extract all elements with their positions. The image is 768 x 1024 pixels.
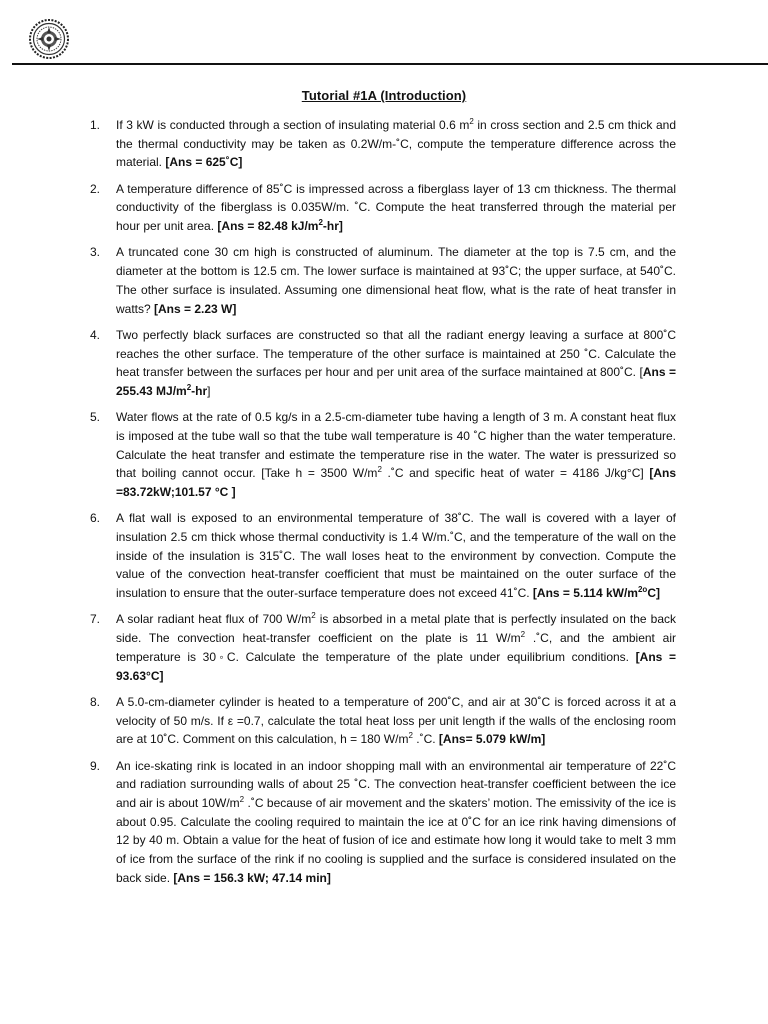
page-title: Tutorial #1A (Introduction) <box>301 88 467 103</box>
answer-text: [Ans = 93.63°C] <box>116 649 676 683</box>
superscript: 2 <box>469 117 474 126</box>
problem-text: .˚C and specific heat of water = 4186 J/kg°C] <box>381 466 650 481</box>
answer-text: [Ans = 82.48 kJ/m <box>217 219 319 234</box>
superscript: 2 <box>408 731 413 741</box>
problem-number: 6. <box>90 511 101 526</box>
answer-text: -hr <box>191 383 208 398</box>
problem-item <box>90 610 676 685</box>
superscript: 2 <box>520 630 526 640</box>
problem-text: A temperature difference of 85˚C is impressed across a fiberglass layer of 13 cm thickness. The thermal conductivity of the fiberglass is 0.035W/m. ˚C. Compute the heat transferred through the material per hour per unit area. <box>116 181 676 234</box>
problem-number: 4. <box>90 327 101 342</box>
problem-text: Water flows at the rate of 0.5 kg/s in a 2.5-cm-diameter tube having a length of 3 m. A constant heat flux is imposed at the tube wall so that the tube wall temperature is 40 ˚C higher than the water temperature. Calculate the heat transfer and estimate the temperature rise in the water. The water is pressurized so that boiling cannot occur. [Take h = 3500 W/m <box>116 410 676 481</box>
problem-text: A 5.0-cm-diameter cylinder is heated to a temperature of 200˚C, and air at 30˚C is forced across it at a velocity of 50 m/s. If ε =0.7, calculate the total heat loss per unit length if the walls of the enclosing room are at 10˚C. Comment on this calculation, h = 180 W/m <box>116 694 676 747</box>
answer-text: C] <box>647 586 660 601</box>
superscript: 2 <box>239 794 245 804</box>
problem-item <box>90 509 676 603</box>
problem-text: A flat wall is exposed to an environmental temperature of 38˚C. The wall is covered with a layer of insulation 2.5 cm thick whose thermal conductivity is 1.4 W/m.˚C, and the temperature of the wall on the inside of the insulation is 315˚C. The wall loses heat to the environment by convection. Compute the value of the convection heat-transfer coefficient that must be maintained on the outer surface of the insulation to ensure that the outer-surface temperature does not exceed 41˚C. <box>116 511 676 601</box>
problem-item <box>90 757 676 888</box>
problem-item <box>90 116 676 172</box>
problem-item <box>90 693 676 749</box>
answer-text: [Ans = 156.3 kW; 47.14 min] <box>173 870 331 885</box>
problem-item <box>90 180 676 236</box>
answer-text: Ans = 255.43 MJ/m <box>116 365 676 398</box>
problem-number: 2. <box>90 181 101 196</box>
superscript: 2 <box>186 382 192 392</box>
problem-text: in cross section and 2.5 cm thick and the thermal conductivity may be taken as 0.2W/m-˚C, compute the temperature difference across the material. <box>116 118 676 170</box>
problem-number: 7. <box>90 612 101 627</box>
answer-text: [Ans =83.72kW;101.57 °C ] <box>116 466 677 500</box>
problem-number: 9. <box>90 758 101 773</box>
problem-text: If 3 kW is conducted through a section of insulating material 0.6 m <box>116 118 470 132</box>
superscript: 2 <box>311 611 316 621</box>
problem-number: 5. <box>90 410 101 425</box>
answer-text <box>638 586 647 600</box>
problem-item <box>90 243 676 318</box>
problem-number: 8. <box>90 694 101 709</box>
superscript: 2 <box>318 218 323 228</box>
answer-text: -hr] <box>322 219 343 234</box>
problem-text: .˚C, and the ambient air temperature is 30◦C. Calculate the temperature of the plate under equilibrium conditions. <box>116 631 676 664</box>
problem-item <box>90 326 676 401</box>
problem-item <box>90 408 676 502</box>
superscript: 2 <box>377 465 382 475</box>
problem-text: is absorbed in a metal plate that is perfectly insulated on the back side. The convection heat-transfer coefficient on the plate is 11 W/m <box>116 612 676 646</box>
problem-text: .˚C. <box>412 732 439 747</box>
answer-text: [Ans = 625˚C] <box>165 155 243 170</box>
problem-text: ] <box>207 383 211 398</box>
header-rule <box>12 63 768 65</box>
problem-number: 1. <box>90 118 101 132</box>
problem-list <box>90 116 676 895</box>
university-logo-icon <box>28 18 70 60</box>
answer-text: [Ans= 5.079 kW/m] <box>438 732 546 747</box>
problem-number: 3. <box>90 245 101 260</box>
problem-text: An ice-skating rink is located in an indoor shopping mall with an environmental air temperature of 22˚C and radiation surrounding walls of about 25 ˚C. The convection heat-transfer coefficient between the ice and air is about 10W/m <box>116 758 676 810</box>
problem-text: Two perfectly black surfaces are constructed so that all the radiant energy leaving a surface at 800˚C reaches the other surface. The temperature of the other surface is maintained at 250 ˚C. Calculate the heat transfer between the surfaces per hour and per unit area of the surface maintained at 800˚C. [ <box>116 327 676 380</box>
superscript: 2o <box>637 585 648 595</box>
problem-text: A solar radiant heat flux of 700 W/m <box>116 612 312 627</box>
problem-text: .˚C because of air movement and the skaters’ motion. The emissivity of the ice is about 0.95. Calculate the cooling required to maintain the ice at 0˚C for an ice rink having dimensions of 12 by 40 m. Obtain a value for the heat of fusion of ice and estimate how long it would take to melt 3 mm of ice from the surface of the rink if no cooling is supplied and the surface is considered insulated on the back side. <box>116 795 676 885</box>
problem-text: A truncated cone 30 cm high is constructed of aluminum. The diameter at the top is 7.5 cm, and the diameter at the bottom is 12.5 cm. The lower surface is maintained at 93˚C; the upper surface, at 540˚C. The other surface is insulated. Assuming one dimensional heat flow, what is the rate of heat transfer in watts? <box>116 245 676 316</box>
answer-text: [Ans = 2.23 W] <box>154 301 237 316</box>
answer-text: [Ans = 5.114 kW/m <box>532 586 638 601</box>
